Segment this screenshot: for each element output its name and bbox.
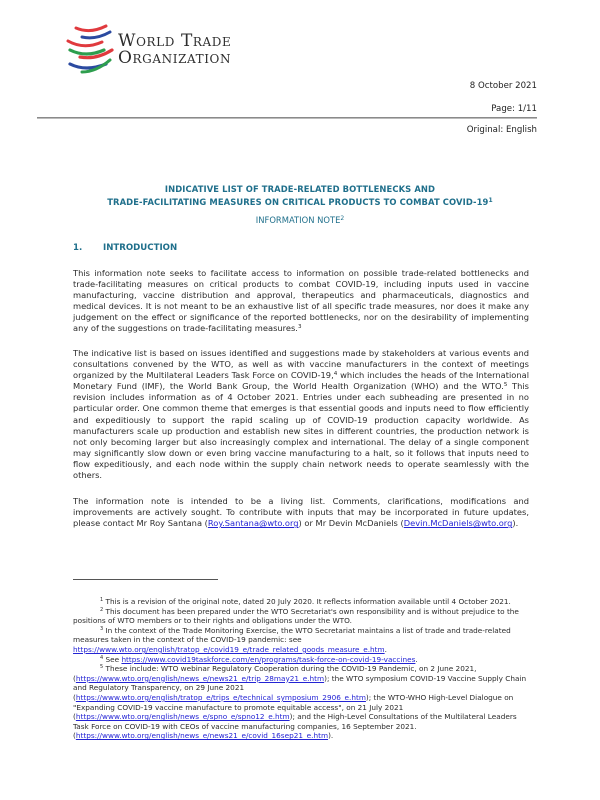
footnote-4-text: See bbox=[103, 654, 122, 664]
footnote-ref-1[interactable]: 1 bbox=[488, 197, 493, 204]
title-line-2-text: TRADE-FACILITATING MEASURES ON CRITICAL PRODUCTS TO COMBAT COVID-19 bbox=[107, 197, 489, 207]
footnote-separator bbox=[73, 579, 218, 580]
footnote-3 bbox=[73, 626, 529, 655]
footnote-1 bbox=[73, 597, 529, 607]
footnote-5-text-d: ); and the High-Level Consultations of the Multilateral Leaders Task Force on COVID-19 with CEOs of vaccine manufacturing companies, 16 September 2021. ( bbox=[73, 712, 517, 741]
paragraph-3-text-c: ). bbox=[512, 518, 519, 529]
footnote-5-link-1[interactable]: https://www.wto.org/english/news_e/news21_e/trip_28may21_e.htm bbox=[75, 673, 325, 683]
organization-name-line1: World Trade bbox=[118, 31, 232, 51]
footnote-5-text-c: ); the WTO-WHO High-Level Dialogue on "Expanding COVID-19 vaccine manufacture to promote equitable access", on 21 July 2021 ( bbox=[73, 692, 514, 722]
footnote-4-link[interactable]: https://www.covid19taskforce.com/en/programs/task-force-on-covid-19-vaccines bbox=[121, 654, 416, 664]
section-heading bbox=[73, 243, 177, 253]
paragraph-2-text-c: This revision includes information as of 4 October 2021. Entries under each subheading are presented in no particular order. One common theme that emerges is that essential goods and inputs need to flow efficiently and expeditiously to support the rapid scaling up of COVID-19 production capacity worldwide. As manufacturers scale up production and establish new sites in different countries, the production network is not only becoming larger but also increasingly complex and international. The delay of a single component may significantly slow down or even bring vaccine manufacturing to a halt, so it follows that inputs need to flow expeditiously, and each node within the supply chain network needs to operate seamlessly with the others. bbox=[73, 381, 529, 481]
footnote-1-text: This is a revision of the original note, dated 20 July 2020. It reflects information available until 4 October 2021. bbox=[103, 597, 511, 606]
email-link-roy-santana[interactable]: Roy.Santana@wto.org bbox=[207, 518, 299, 529]
footnote-5 bbox=[73, 664, 529, 741]
paragraph-2-text-a: The indicative list is based on issues identified and suggestions made by stakeholders at various events and consultations convened by the WTO, as well as with vaccine manufacturers in the context of meetings organized by the Multilateral Leaders Task Force on COVID-19, bbox=[73, 348, 529, 381]
paragraph-2 bbox=[73, 348, 529, 481]
document-subtitle bbox=[40, 215, 560, 225]
title-line-2 bbox=[40, 195, 560, 208]
subtitle-text: INFORMATION NOTE bbox=[255, 215, 341, 225]
footnote-2-text: This document has been prepared under the WTO Secretariat's own responsibility and is without prejudice to the positions of WTO members or to their rights and obligations under the WTO. bbox=[73, 606, 519, 626]
paragraph-3-text-a: The information note is intended to be a living list. Comments, clarifications, modifications and improvements are actively sought. To contribute with inputs that may be incorporated in future updates, please contact Mr Roy Santana ( bbox=[73, 496, 529, 529]
footnote-3-text: In the context of the Trade Monitoring Exercise, the WTO Secretariat maintains a list of trade and trade-related measures taken in the context of the COVID-19 pandemic: see bbox=[73, 625, 511, 645]
page-number: Page: 1/11 bbox=[491, 104, 537, 114]
paragraph-1 bbox=[73, 268, 529, 335]
paragraph-3-text-b: ) or Mr Devin McDaniels ( bbox=[298, 518, 404, 529]
footnote-5-text-e: ). bbox=[328, 731, 334, 741]
footnote-5-number: 5 bbox=[100, 664, 104, 671]
footnote-5-link-2[interactable]: https://www.wto.org/english/tratop_e/trips_e/technical_symposium_2906_e.htm bbox=[75, 692, 366, 702]
footnote-1-number: 1 bbox=[100, 597, 104, 603]
original-language: Original: English bbox=[466, 125, 537, 135]
document-date: 8 October 2021 bbox=[469, 81, 537, 91]
email-link-devin-mcdaniels[interactable]: Devin.McDaniels@wto.org bbox=[403, 518, 513, 529]
section-number: 1. bbox=[73, 243, 83, 253]
footnote-3-end: . bbox=[384, 644, 387, 654]
footnote-3-link[interactable]: https://www.wto.org/english/tratop_e/covid19_e/trade_related_goods_measure_e.htm bbox=[73, 644, 385, 654]
header-divider bbox=[37, 117, 537, 119]
footnote-2-number: 2 bbox=[100, 606, 104, 613]
document-title bbox=[40, 183, 560, 208]
paragraph-1-text: This information note seeks to facilitate access to information on possible trade-related bottlenecks and trade-facilitating measures on critical products to combat COVID-19, including inputs used in vaccine manufacturing, vaccine distribution and approval, therapeutics and pharmaceuticals, diagnostics and medical devices. It is not meant to be an exhaustive list of all specific trade measures, nor does it make any judgement on the effect or significance of the reported bottlenecks, nor on the desirability of implementing any of the suggestions on trade-facilitating measures. bbox=[73, 268, 529, 334]
wto-globe-logo-icon bbox=[62, 20, 118, 80]
footnote-4-number: 4 bbox=[100, 654, 104, 661]
paragraph-2-text-b: which includes the heads of the International Monetary Fund (IMF), the World Bank Group, the World Health Organization (WHO) and the WTO. bbox=[73, 370, 530, 392]
footnote-5-link-4[interactable]: https://www.wto.org/english/news_e/news21_e/covid_16sep21_e.htm bbox=[75, 731, 329, 741]
footnote-4-end: . bbox=[415, 654, 418, 664]
footnote-ref-2[interactable]: 2 bbox=[340, 215, 345, 222]
section-title: INTRODUCTION bbox=[103, 243, 178, 253]
footnote-ref-3[interactable]: 3 bbox=[297, 324, 302, 331]
title-line-1: INDICATIVE LIST OF TRADE-RELATED BOTTLENECKS AND bbox=[164, 184, 436, 194]
footnote-4 bbox=[73, 655, 529, 665]
footnote-5-text-b: ); the WTO symposium COVID-19 Vaccine Supply Chain and Regulatory Transparency, on 29 June 2021 ( bbox=[73, 673, 527, 702]
paragraph-3 bbox=[73, 496, 529, 529]
organization-name bbox=[118, 33, 231, 67]
footnote-2 bbox=[73, 607, 529, 626]
footnote-ref-4[interactable]: 4 bbox=[333, 371, 338, 378]
footnote-3-number: 3 bbox=[100, 625, 104, 632]
organization-name-line2: Organization bbox=[118, 48, 232, 68]
footnote-5-text-a: These include: WTO webinar Regulatory Cooperation during the COVID-19 Pandemic, on 2 June 2021, ( bbox=[73, 664, 477, 683]
footnote-5-link-3[interactable]: https://www.wto.org/english/news_e/spno_e/spno12_e.htm bbox=[75, 712, 290, 722]
footnotes bbox=[73, 597, 529, 741]
footnote-ref-5[interactable]: 5 bbox=[503, 382, 508, 389]
